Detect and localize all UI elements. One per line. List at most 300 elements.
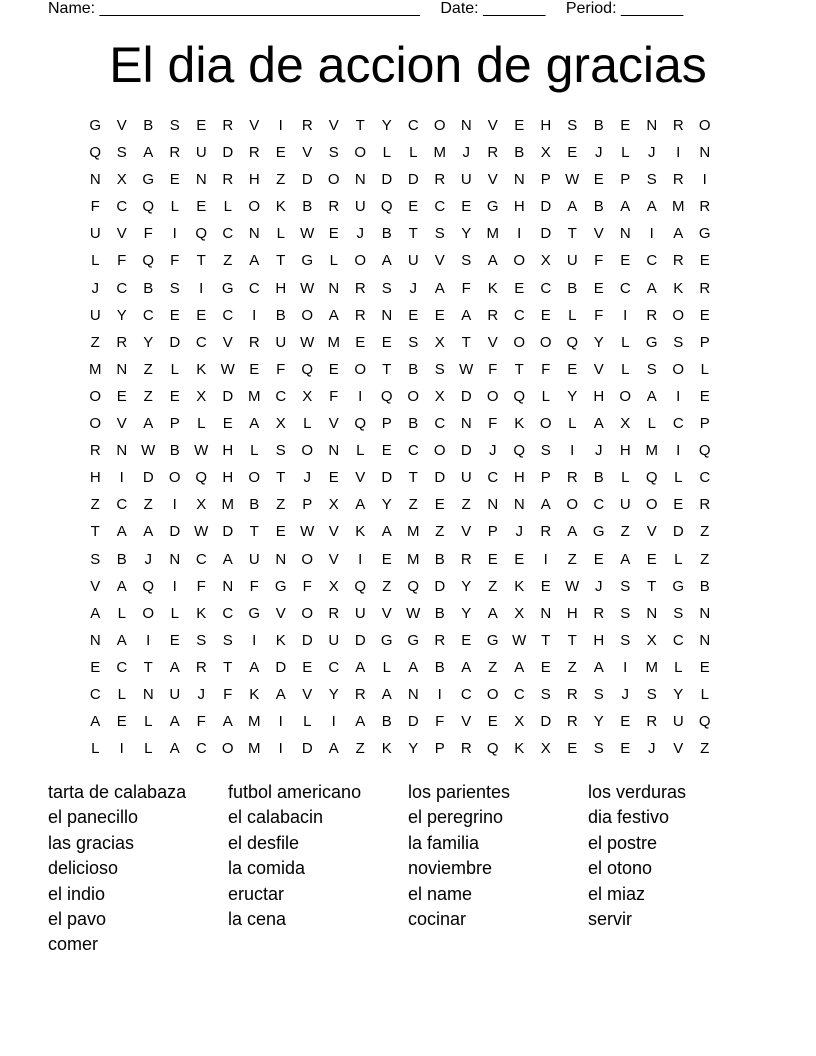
grid-letter[interactable]: N: [460, 117, 472, 134]
grid-letter[interactable]: W: [300, 523, 315, 541]
grid-letter[interactable]: I: [278, 117, 283, 134]
grid-letter[interactable]: A: [328, 740, 339, 758]
grid-letter[interactable]: C: [222, 604, 234, 622]
grid-letter[interactable]: S: [408, 333, 419, 351]
grid-letter[interactable]: F: [276, 360, 286, 378]
grid-letter[interactable]: B: [408, 415, 419, 433]
grid-letter[interactable]: O: [142, 604, 155, 622]
grid-letter[interactable]: C: [407, 117, 419, 134]
grid-letter[interactable]: E: [90, 658, 101, 676]
grid-letter[interactable]: R: [540, 523, 552, 541]
grid-letter[interactable]: Z: [143, 360, 153, 378]
grid-letter[interactable]: M: [221, 496, 234, 514]
grid-letter[interactable]: W: [141, 442, 156, 460]
grid-letter[interactable]: O: [221, 740, 234, 758]
grid-letter[interactable]: F: [594, 252, 604, 270]
grid-letter[interactable]: T: [276, 469, 286, 487]
grid-letter[interactable]: X: [328, 496, 339, 514]
grid-letter[interactable]: E: [275, 144, 286, 162]
grid-letter[interactable]: A: [90, 604, 101, 622]
grid-letter[interactable]: Y: [116, 306, 127, 324]
grid-letter[interactable]: V: [461, 713, 472, 731]
grid-letter[interactable]: R: [434, 631, 446, 649]
grid-letter[interactable]: I: [172, 225, 177, 243]
grid-letter[interactable]: X: [275, 415, 286, 433]
grid-letter[interactable]: G: [142, 171, 155, 189]
grid-letter[interactable]: I: [252, 631, 257, 649]
grid-letter[interactable]: O: [89, 387, 102, 405]
grid-letter[interactable]: X: [540, 144, 551, 162]
grid-letter[interactable]: V: [328, 550, 339, 568]
grid-letter[interactable]: J: [648, 144, 656, 162]
grid-letter[interactable]: C: [248, 279, 260, 297]
grid-letter[interactable]: H: [248, 171, 260, 189]
grid-letter[interactable]: L: [250, 442, 259, 460]
grid-letter[interactable]: T: [461, 333, 471, 351]
grid-letter[interactable]: A: [116, 523, 127, 541]
grid-letter[interactable]: G: [698, 225, 711, 243]
grid-letter[interactable]: Z: [408, 496, 418, 514]
grid-letter[interactable]: G: [486, 631, 499, 649]
grid-letter[interactable]: T: [382, 360, 392, 378]
grid-letter[interactable]: R: [354, 306, 366, 324]
grid-letter[interactable]: D: [434, 577, 446, 595]
grid-letter[interactable]: M: [433, 144, 446, 162]
grid-letter[interactable]: S: [540, 685, 551, 703]
grid-letter[interactable]: P: [381, 415, 392, 433]
grid-letter[interactable]: A: [381, 685, 392, 703]
grid-letter[interactable]: B: [143, 117, 154, 134]
grid-letter[interactable]: Y: [381, 117, 392, 134]
grid-letter[interactable]: U: [672, 713, 684, 731]
grid-letter[interactable]: C: [513, 306, 525, 324]
grid-letter[interactable]: R: [116, 333, 128, 351]
grid-letter[interactable]: C: [540, 279, 552, 297]
grid-letter[interactable]: A: [620, 198, 631, 216]
grid-letter[interactable]: A: [355, 658, 366, 676]
grid-letter[interactable]: A: [90, 713, 101, 731]
grid-letter[interactable]: E: [540, 577, 551, 595]
grid-letter[interactable]: G: [89, 117, 102, 134]
grid-letter[interactable]: A: [646, 279, 657, 297]
grid-letter[interactable]: N: [513, 496, 525, 514]
grid-letter[interactable]: P: [699, 333, 710, 351]
grid-letter[interactable]: L: [197, 415, 206, 433]
grid-letter[interactable]: K: [514, 577, 525, 595]
grid-letter[interactable]: Y: [673, 685, 684, 703]
grid-letter[interactable]: I: [543, 550, 548, 568]
grid-letter[interactable]: L: [647, 415, 656, 433]
grid-letter[interactable]: O: [407, 387, 420, 405]
grid-letter[interactable]: C: [116, 279, 128, 297]
grid-letter[interactable]: C: [328, 658, 340, 676]
grid-letter[interactable]: G: [645, 333, 658, 351]
grid-letter[interactable]: Z: [567, 658, 577, 676]
grid-letter[interactable]: B: [434, 550, 445, 568]
grid-letter[interactable]: R: [646, 306, 658, 324]
grid-letter[interactable]: C: [699, 469, 711, 487]
grid-letter[interactable]: V: [328, 415, 339, 433]
grid-letter[interactable]: L: [117, 685, 126, 703]
grid-letter[interactable]: S: [169, 279, 180, 297]
grid-letter[interactable]: J: [648, 740, 656, 758]
grid-letter[interactable]: T: [541, 631, 551, 649]
grid-letter[interactable]: Z: [143, 496, 153, 514]
grid-letter[interactable]: B: [302, 198, 313, 216]
grid-letter[interactable]: D: [301, 171, 313, 189]
grid-letter[interactable]: A: [381, 252, 392, 270]
grid-letter[interactable]: N: [248, 225, 260, 243]
grid-letter[interactable]: A: [620, 550, 631, 568]
grid-letter[interactable]: B: [434, 658, 445, 676]
grid-letter[interactable]: R: [566, 713, 578, 731]
grid-letter[interactable]: O: [248, 198, 261, 216]
grid-letter[interactable]: E: [222, 415, 233, 433]
grid-letter[interactable]: N: [89, 631, 101, 649]
grid-letter[interactable]: Y: [461, 604, 472, 622]
grid-letter[interactable]: P: [620, 171, 631, 189]
grid-letter[interactable]: H: [619, 442, 631, 460]
grid-letter[interactable]: E: [169, 387, 180, 405]
grid-letter[interactable]: Q: [566, 333, 579, 351]
grid-letter[interactable]: I: [172, 496, 177, 514]
grid-letter[interactable]: W: [565, 171, 580, 189]
grid-letter[interactable]: I: [172, 577, 177, 595]
grid-letter[interactable]: V: [461, 523, 472, 541]
grid-letter[interactable]: O: [248, 469, 261, 487]
grid-letter[interactable]: A: [593, 415, 604, 433]
grid-letter[interactable]: T: [647, 577, 657, 595]
grid-letter[interactable]: T: [143, 658, 153, 676]
grid-letter[interactable]: O: [168, 469, 181, 487]
grid-letter[interactable]: R: [672, 171, 684, 189]
grid-letter[interactable]: A: [461, 306, 472, 324]
grid-letter[interactable]: X: [116, 171, 127, 189]
grid-letter[interactable]: E: [169, 306, 180, 324]
grid-letter[interactable]: Z: [700, 523, 710, 541]
grid-letter[interactable]: G: [592, 523, 605, 541]
grid-letter[interactable]: N: [699, 604, 711, 622]
grid-letter[interactable]: V: [646, 523, 657, 541]
grid-letter[interactable]: Y: [408, 740, 419, 758]
grid-letter[interactable]: Q: [195, 469, 208, 487]
grid-letter[interactable]: F: [223, 685, 233, 703]
grid-letter[interactable]: E: [169, 631, 180, 649]
grid-letter[interactable]: M: [645, 442, 658, 460]
grid-letter[interactable]: E: [196, 198, 207, 216]
grid-letter[interactable]: V: [249, 117, 260, 134]
grid-letter[interactable]: Y: [593, 333, 604, 351]
grid-letter[interactable]: V: [434, 252, 445, 270]
grid-letter[interactable]: D: [540, 713, 552, 731]
grid-letter[interactable]: J: [621, 685, 629, 703]
grid-letter[interactable]: X: [540, 740, 551, 758]
grid-letter[interactable]: L: [276, 225, 285, 243]
grid-letter[interactable]: R: [434, 171, 446, 189]
grid-letter[interactable]: B: [169, 442, 180, 460]
grid-letter[interactable]: N: [381, 306, 393, 324]
grid-letter[interactable]: B: [408, 360, 419, 378]
grid-letter[interactable]: S: [381, 279, 392, 297]
grid-letter[interactable]: T: [355, 117, 365, 134]
grid-letter[interactable]: F: [143, 225, 153, 243]
grid-letter[interactable]: W: [459, 360, 474, 378]
grid-letter[interactable]: V: [328, 523, 339, 541]
grid-letter[interactable]: Q: [195, 225, 208, 243]
grid-letter[interactable]: J: [595, 577, 603, 595]
grid-letter[interactable]: P: [487, 523, 498, 541]
grid-letter[interactable]: U: [619, 496, 631, 514]
grid-letter[interactable]: N: [142, 685, 154, 703]
grid-letter[interactable]: K: [275, 198, 286, 216]
grid-letter[interactable]: J: [356, 225, 364, 243]
grid-letter[interactable]: O: [301, 306, 314, 324]
grid-letter[interactable]: D: [407, 171, 419, 189]
grid-letter[interactable]: W: [512, 631, 527, 649]
grid-letter[interactable]: Y: [328, 685, 339, 703]
grid-letter[interactable]: B: [699, 577, 710, 595]
grid-letter[interactable]: C: [460, 685, 472, 703]
grid-letter[interactable]: O: [619, 387, 632, 405]
grid-letter[interactable]: I: [278, 713, 283, 731]
grid-letter[interactable]: C: [116, 658, 128, 676]
grid-letter[interactable]: U: [407, 252, 419, 270]
grid-letter[interactable]: V: [116, 117, 127, 134]
grid-letter[interactable]: Q: [645, 469, 658, 487]
grid-letter[interactable]: E: [169, 171, 180, 189]
grid-letter[interactable]: W: [406, 604, 421, 622]
grid-letter[interactable]: I: [331, 713, 336, 731]
grid-letter[interactable]: A: [169, 658, 180, 676]
grid-letter[interactable]: H: [566, 604, 578, 622]
grid-letter[interactable]: A: [249, 658, 260, 676]
grid-letter[interactable]: A: [514, 658, 525, 676]
grid-letter[interactable]: D: [222, 387, 234, 405]
grid-letter[interactable]: O: [645, 496, 658, 514]
grid-letter[interactable]: Z: [435, 523, 445, 541]
grid-letter[interactable]: K: [275, 631, 286, 649]
grid-letter[interactable]: X: [328, 577, 339, 595]
grid-letter[interactable]: R: [593, 604, 605, 622]
grid-letter[interactable]: G: [248, 604, 261, 622]
grid-letter[interactable]: S: [646, 685, 657, 703]
grid-letter[interactable]: K: [249, 685, 260, 703]
grid-letter[interactable]: U: [460, 469, 472, 487]
grid-letter[interactable]: X: [514, 604, 525, 622]
grid-letter[interactable]: Q: [486, 740, 499, 758]
grid-letter[interactable]: Z: [276, 496, 286, 514]
grid-letter[interactable]: F: [196, 713, 206, 731]
grid-letter[interactable]: U: [460, 171, 472, 189]
grid-letter[interactable]: R: [248, 144, 260, 162]
grid-letter[interactable]: J: [595, 144, 603, 162]
grid-letter[interactable]: E: [699, 252, 710, 270]
grid-letter[interactable]: J: [515, 523, 523, 541]
grid-letter[interactable]: A: [116, 631, 127, 649]
grid-letter[interactable]: F: [461, 279, 471, 297]
grid-letter[interactable]: R: [699, 279, 711, 297]
grid-letter[interactable]: E: [408, 306, 419, 324]
grid-letter[interactable]: E: [514, 117, 525, 134]
grid-letter[interactable]: K: [196, 360, 207, 378]
grid-letter[interactable]: D: [540, 198, 552, 216]
grid-letter[interactable]: Y: [567, 387, 578, 405]
grid-letter[interactable]: C: [646, 252, 658, 270]
grid-letter[interactable]: A: [222, 713, 233, 731]
grid-letter[interactable]: G: [407, 631, 420, 649]
grid-letter[interactable]: B: [381, 225, 392, 243]
grid-letter[interactable]: T: [196, 252, 206, 270]
grid-letter[interactable]: M: [89, 360, 102, 378]
grid-letter[interactable]: N: [407, 685, 419, 703]
grid-letter[interactable]: J: [144, 550, 152, 568]
grid-letter[interactable]: O: [301, 550, 314, 568]
grid-letter[interactable]: U: [566, 252, 578, 270]
grid-letter[interactable]: E: [461, 631, 472, 649]
grid-letter[interactable]: E: [540, 658, 551, 676]
grid-letter[interactable]: A: [355, 496, 366, 514]
grid-letter[interactable]: L: [91, 252, 100, 270]
grid-letter[interactable]: S: [540, 442, 551, 460]
grid-letter[interactable]: A: [169, 740, 180, 758]
grid-letter[interactable]: E: [567, 144, 578, 162]
grid-letter[interactable]: V: [487, 117, 498, 134]
grid-letter[interactable]: F: [90, 198, 100, 216]
grid-letter[interactable]: Z: [488, 577, 498, 595]
grid-letter[interactable]: S: [673, 604, 684, 622]
grid-letter[interactable]: D: [672, 523, 684, 541]
grid-letter[interactable]: F: [329, 387, 339, 405]
grid-letter[interactable]: B: [593, 117, 604, 134]
grid-letter[interactable]: E: [673, 496, 684, 514]
grid-letter[interactable]: Y: [461, 577, 472, 595]
grid-letter[interactable]: D: [434, 469, 446, 487]
grid-letter[interactable]: Z: [223, 252, 233, 270]
grid-letter[interactable]: H: [89, 469, 101, 487]
grid-letter[interactable]: S: [673, 333, 684, 351]
grid-letter[interactable]: L: [117, 604, 126, 622]
grid-letter[interactable]: I: [676, 387, 681, 405]
grid-letter[interactable]: N: [646, 604, 658, 622]
grid-letter[interactable]: D: [169, 523, 181, 541]
grid-letter[interactable]: L: [329, 252, 338, 270]
grid-letter[interactable]: N: [328, 442, 340, 460]
grid-letter[interactable]: L: [303, 713, 312, 731]
grid-letter[interactable]: R: [672, 252, 684, 270]
grid-letter[interactable]: T: [249, 523, 259, 541]
grid-letter[interactable]: R: [487, 306, 499, 324]
grid-letter[interactable]: R: [301, 117, 313, 134]
grid-letter[interactable]: V: [90, 577, 101, 595]
grid-letter[interactable]: S: [328, 144, 339, 162]
grid-letter[interactable]: A: [646, 387, 657, 405]
grid-letter[interactable]: H: [540, 117, 552, 134]
grid-letter[interactable]: E: [699, 658, 710, 676]
grid-letter[interactable]: X: [646, 631, 657, 649]
grid-letter[interactable]: K: [196, 604, 207, 622]
grid-letter[interactable]: V: [116, 225, 127, 243]
grid-letter[interactable]: A: [646, 198, 657, 216]
grid-letter[interactable]: F: [488, 360, 498, 378]
grid-letter[interactable]: U: [169, 685, 181, 703]
grid-letter[interactable]: U: [89, 306, 101, 324]
grid-letter[interactable]: X: [434, 387, 445, 405]
grid-letter[interactable]: E: [620, 740, 631, 758]
grid-letter[interactable]: A: [116, 577, 127, 595]
grid-letter[interactable]: K: [381, 740, 392, 758]
grid-letter[interactable]: N: [699, 631, 711, 649]
grid-letter[interactable]: Z: [461, 496, 471, 514]
grid-letter[interactable]: A: [434, 279, 445, 297]
grid-letter[interactable]: G: [486, 198, 499, 216]
grid-letter[interactable]: S: [620, 631, 631, 649]
grid-letter[interactable]: O: [486, 387, 499, 405]
grid-letter[interactable]: Z: [700, 740, 710, 758]
grid-letter[interactable]: O: [539, 333, 552, 351]
grid-letter[interactable]: D: [301, 740, 313, 758]
grid-letter[interactable]: L: [144, 713, 153, 731]
grid-letter[interactable]: T: [90, 523, 100, 541]
grid-letter[interactable]: J: [303, 469, 311, 487]
grid-letter[interactable]: R: [89, 442, 101, 460]
grid-letter[interactable]: L: [223, 198, 232, 216]
grid-letter[interactable]: H: [513, 198, 525, 216]
grid-letter[interactable]: Z: [90, 496, 100, 514]
grid-letter[interactable]: P: [434, 740, 445, 758]
grid-letter[interactable]: D: [407, 713, 419, 731]
grid-letter[interactable]: E: [328, 225, 339, 243]
grid-letter[interactable]: L: [568, 415, 577, 433]
grid-letter[interactable]: X: [434, 333, 445, 351]
grid-letter[interactable]: N: [646, 117, 658, 134]
grid-letter[interactable]: D: [275, 658, 287, 676]
grid-letter[interactable]: O: [566, 496, 579, 514]
grid-letter[interactable]: N: [699, 144, 711, 162]
grid-letter[interactable]: V: [116, 415, 127, 433]
grid-letter[interactable]: X: [302, 387, 313, 405]
grid-letter[interactable]: M: [672, 198, 685, 216]
grid-letter[interactable]: T: [567, 225, 577, 243]
grid-letter[interactable]: L: [568, 306, 577, 324]
grid-letter[interactable]: F: [541, 360, 551, 378]
grid-letter[interactable]: E: [514, 279, 525, 297]
grid-letter[interactable]: I: [437, 685, 442, 703]
grid-letter[interactable]: C: [142, 306, 154, 324]
grid-letter[interactable]: B: [275, 306, 286, 324]
grid-letter[interactable]: D: [354, 631, 366, 649]
grid-letter[interactable]: G: [380, 631, 393, 649]
grid-letter[interactable]: W: [300, 225, 315, 243]
grid-letter[interactable]: N: [460, 415, 472, 433]
grid-letter[interactable]: S: [169, 117, 180, 134]
grid-letter[interactable]: E: [381, 333, 392, 351]
grid-letter[interactable]: O: [486, 685, 499, 703]
grid-letter[interactable]: J: [197, 685, 205, 703]
grid-letter[interactable]: R: [354, 279, 366, 297]
grid-letter[interactable]: U: [354, 198, 366, 216]
grid-letter[interactable]: L: [356, 442, 365, 460]
grid-letter[interactable]: A: [355, 713, 366, 731]
grid-letter[interactable]: R: [646, 713, 658, 731]
grid-letter[interactable]: W: [220, 360, 235, 378]
grid-letter[interactable]: N: [328, 279, 340, 297]
grid-letter[interactable]: S: [275, 442, 286, 460]
grid-letter[interactable]: E: [593, 550, 604, 568]
grid-letter[interactable]: L: [170, 604, 179, 622]
grid-letter[interactable]: C: [89, 685, 101, 703]
grid-letter[interactable]: O: [539, 415, 552, 433]
grid-letter[interactable]: L: [170, 198, 179, 216]
